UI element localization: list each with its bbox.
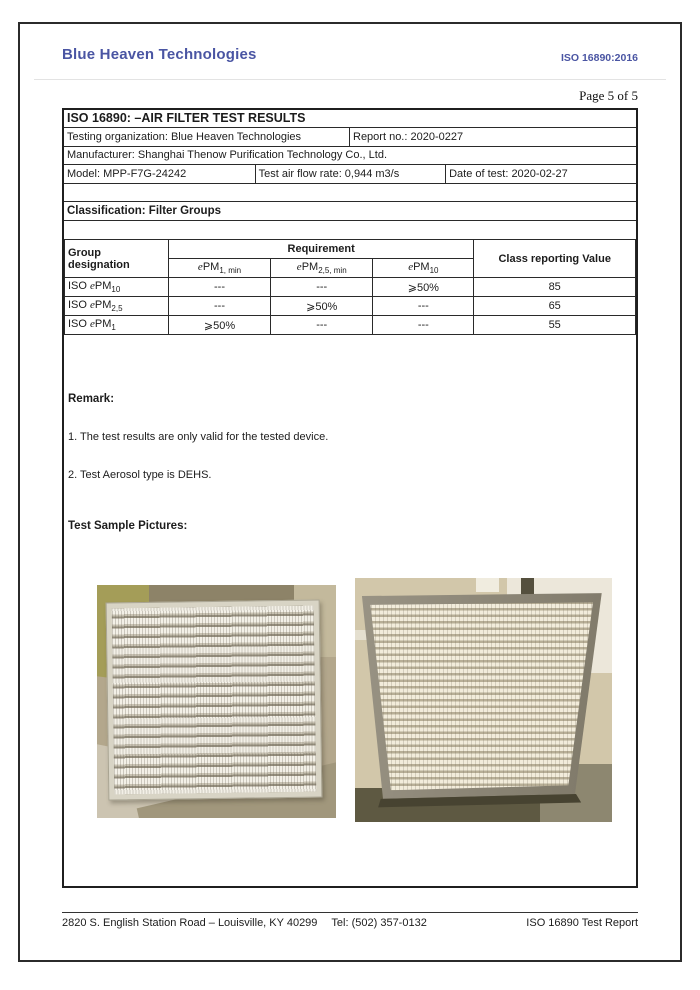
footer-doc-type: ISO 16890 Test Report — [526, 917, 638, 929]
classification-table — [64, 239, 636, 335]
cell-epm25: ⩾50% — [271, 297, 373, 316]
table-row — [65, 278, 636, 297]
footer-contact — [62, 917, 427, 929]
spacer-row — [64, 184, 636, 202]
test-sample-pictures-heading: Test Sample Pictures: — [68, 520, 188, 532]
filter-pleated-media — [112, 606, 317, 795]
cell-epm10: ⩾50% — [373, 278, 474, 297]
class-reporting-value: 55 — [474, 316, 636, 335]
group-label: ISO ePM$_{10}$ — [65, 278, 169, 297]
report-title: ISO 16890: –AIR FILTER TEST RESULTS — [64, 110, 636, 128]
col-header-epm25-min: ePM$_{2,5, min}$ — [271, 259, 373, 278]
table-row — [65, 316, 636, 335]
remark-item: 2. Test Aerosol type is DEHS. — [68, 469, 212, 481]
testing-organization: Testing organization: Blue Heaven Technologies — [64, 128, 350, 146]
col-header-epm10: ePM$_{10}$ — [373, 259, 474, 278]
page-number: Page 5 of 5 — [579, 88, 638, 103]
filter-panel-front — [106, 600, 323, 801]
date-of-test: Date of test: 2020-02-27 — [449, 168, 568, 180]
class-reporting-value: 85 — [474, 278, 636, 297]
footer-divider — [62, 912, 638, 913]
remark-item: 1. The test results are only valid for the tested device. — [68, 431, 329, 443]
table-row — [65, 297, 636, 316]
cell-epm25: --- — [271, 316, 373, 335]
manufacturer: Manufacturer: Shanghai Thenow Purification Technology Co., Ltd. — [64, 147, 636, 165]
cell-epm10: --- — [373, 316, 474, 335]
row-model — [64, 165, 636, 184]
col-header-class-reporting-value: Class reporting Value — [474, 240, 636, 278]
row-testing-org — [64, 128, 636, 147]
table-header-row — [65, 240, 636, 259]
footer-address: 2820 S. English Station Road – Louisville, KY 40299 — [62, 917, 318, 929]
col-header-group-designation: Group designation — [65, 240, 169, 278]
cell-epm1: --- — [168, 297, 270, 316]
report-number: Report no.: 2020-0227 — [353, 131, 464, 143]
col-header-epm1-min: ePM$_{1, min}$ — [168, 259, 270, 278]
footer — [62, 917, 638, 929]
class-reporting-value: 65 — [474, 297, 636, 316]
classification-heading: Classification: Filter Groups — [64, 202, 636, 221]
test-sample-photo-side — [355, 578, 612, 822]
footer-phone: Tel: (502) 357-0132 — [331, 917, 427, 929]
cell-epm25: --- — [271, 278, 373, 297]
company-name: Blue Heaven Technologies — [62, 46, 257, 63]
remark-heading: Remark: — [68, 393, 115, 405]
report-box — [62, 108, 638, 888]
model: Model: MPP-F7G-24242 — [64, 165, 256, 183]
cell-epm1: ⩾50% — [168, 316, 270, 335]
group-label: ISO ePM$_1$ — [65, 316, 169, 335]
standard-label: ISO 16890:2016 — [560, 52, 638, 64]
test-sample-photo-front — [97, 585, 336, 818]
flow-rate: Test air flow rate: 0,944 m3/s — [256, 165, 446, 183]
header-divider — [34, 79, 666, 80]
col-header-requirement: Requirement — [168, 240, 473, 259]
group-label: ISO ePM$_{2,5}$ — [65, 297, 169, 316]
photo-background-shape — [476, 578, 499, 592]
spacer-row — [64, 221, 636, 239]
cell-epm1: --- — [168, 278, 270, 297]
cell-epm10: --- — [373, 297, 474, 316]
